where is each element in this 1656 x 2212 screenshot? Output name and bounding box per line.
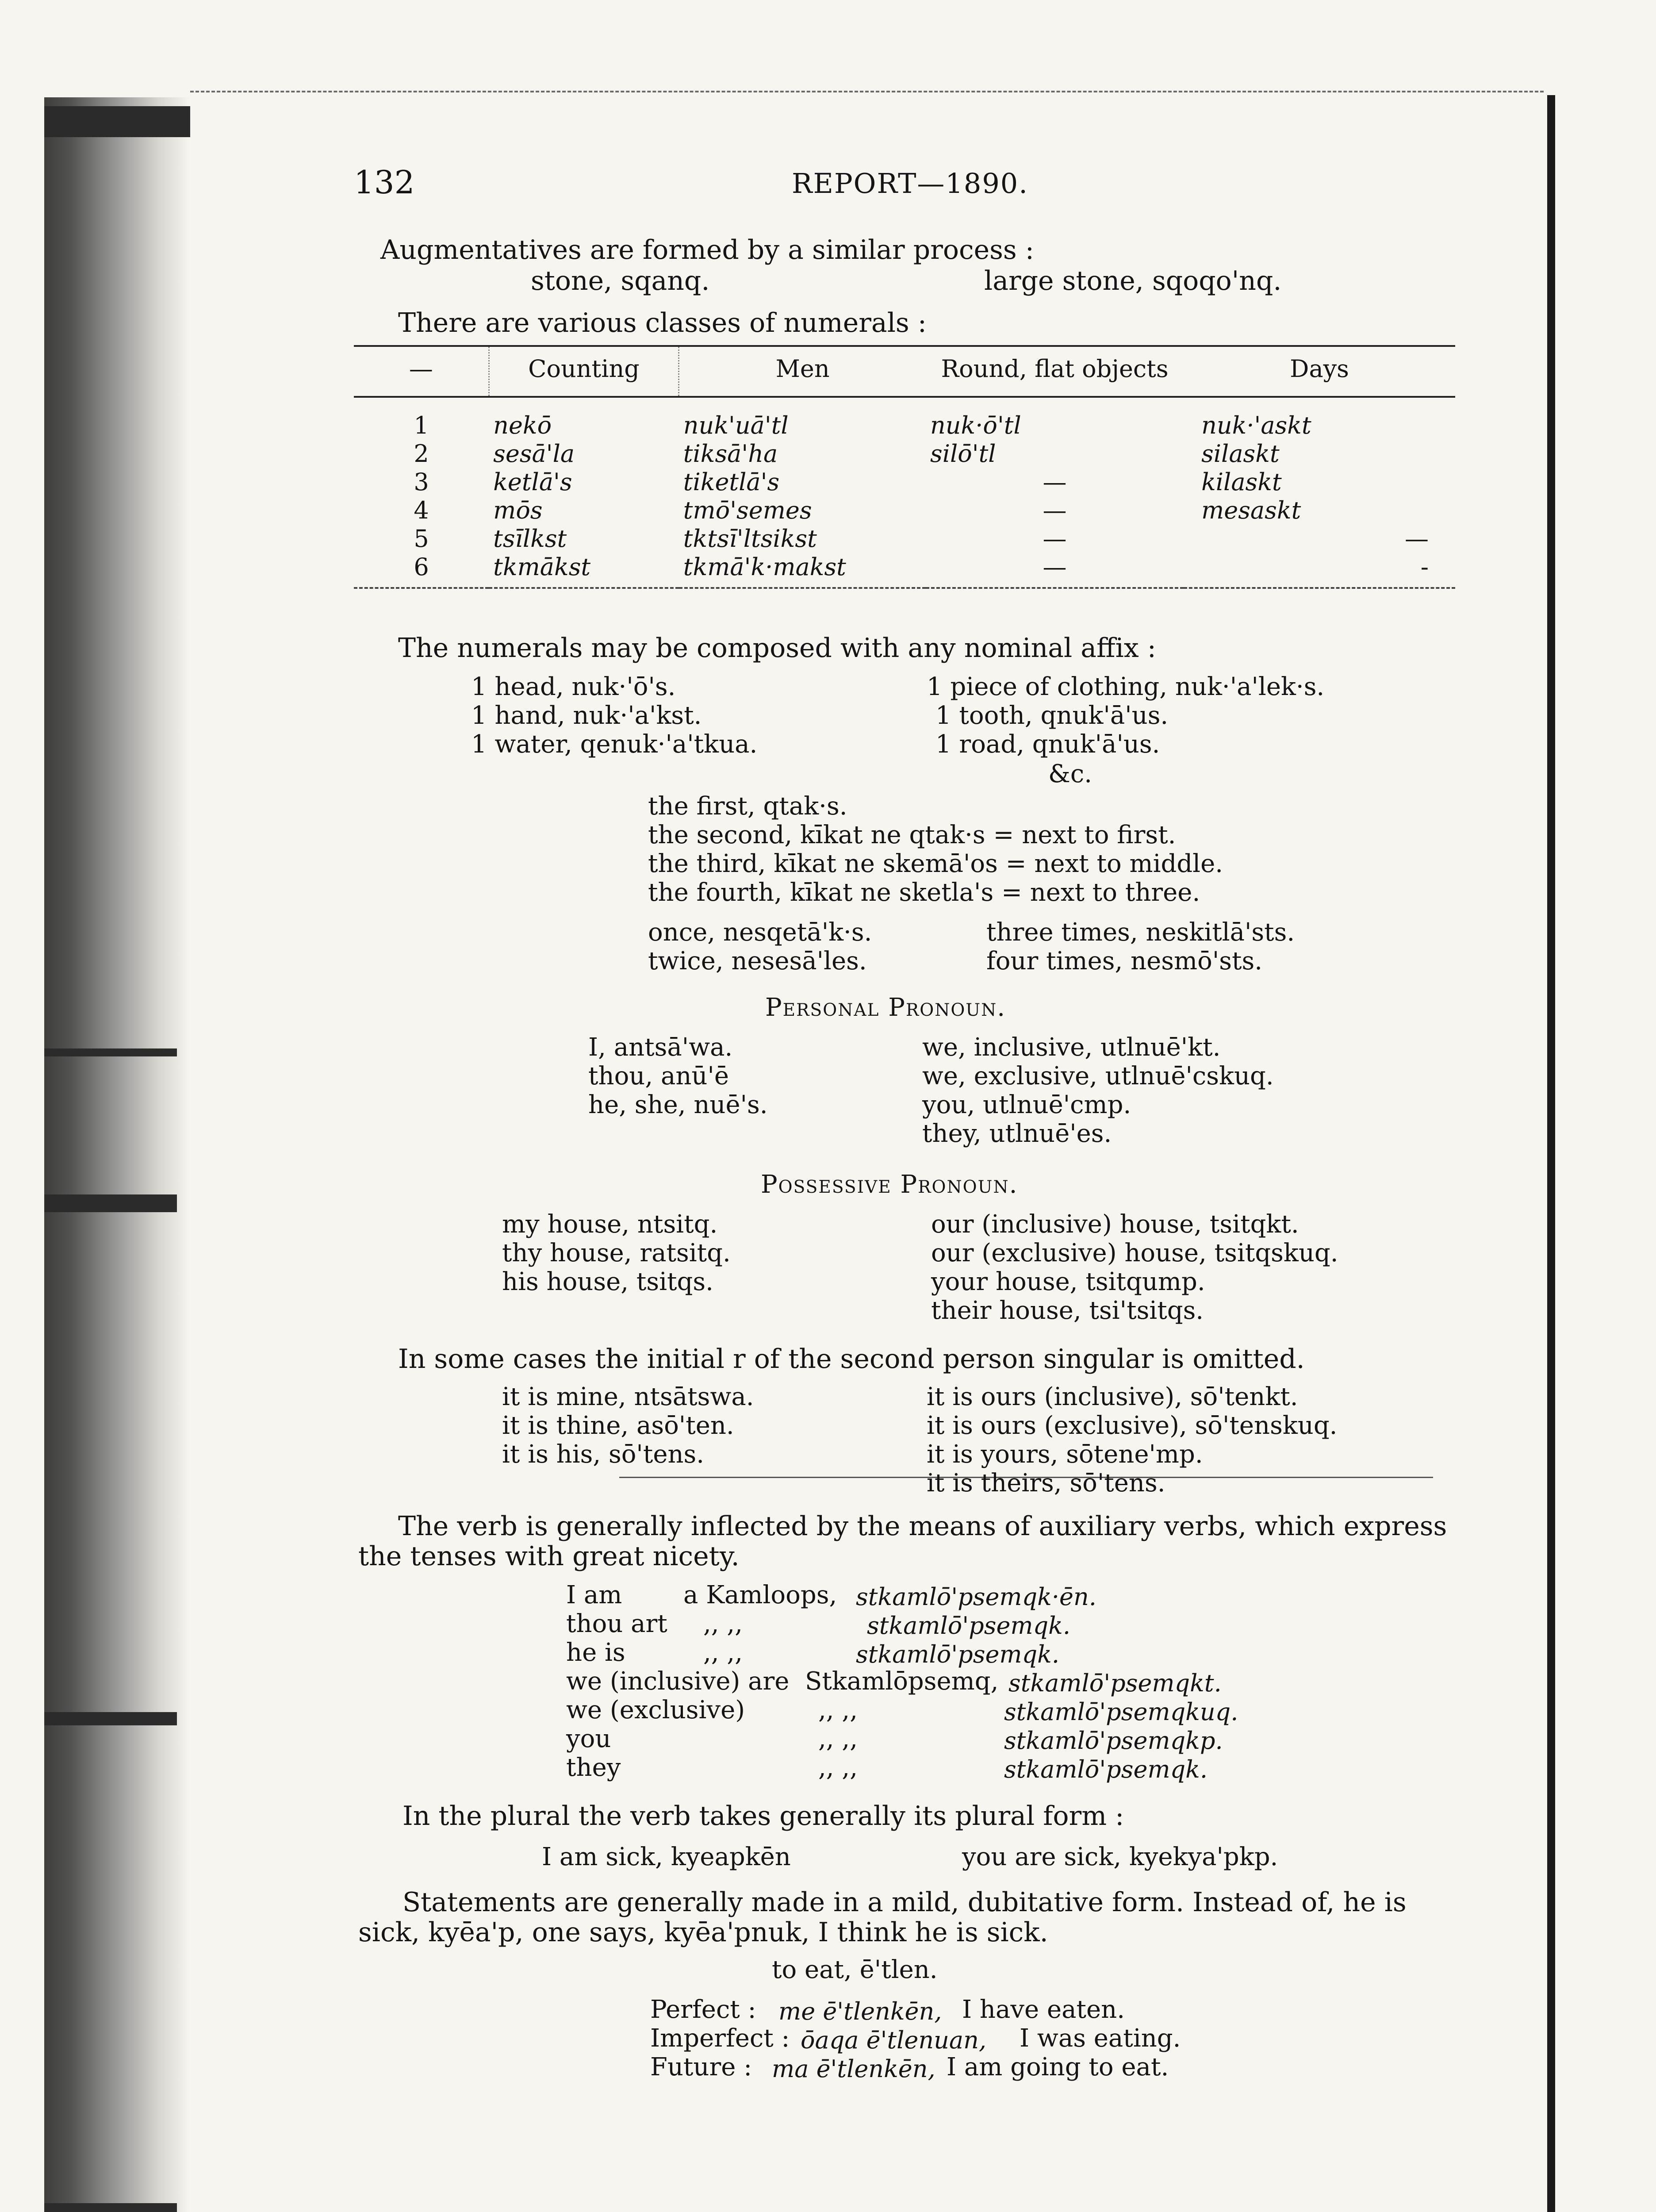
possessive-left: his house, tsitqs. bbox=[502, 1267, 713, 1296]
personal-right: we, inclusive, utlnuē'kt. bbox=[922, 1033, 1221, 1062]
omission-left: it is his, sō'tens. bbox=[502, 1440, 705, 1469]
personal-left: I, antsā'wa. bbox=[588, 1033, 733, 1062]
tense-label: Perfect : bbox=[650, 1995, 756, 2024]
col-header-men: Men bbox=[679, 346, 926, 397]
omission-left: it is thine, asō'ten. bbox=[502, 1411, 734, 1440]
personal-left: he, she, nuē's. bbox=[588, 1091, 768, 1119]
augmentative-left: stone, sqanq. bbox=[531, 265, 710, 296]
verb-subject: we (exclusive) bbox=[566, 1696, 745, 1724]
verb-ditto: a Kamloops, bbox=[683, 1581, 837, 1609]
tense-gloss: I have eaten. bbox=[962, 1995, 1125, 2024]
page-number: 132 bbox=[354, 164, 415, 201]
omission-right: it is ours (inclusive), sō'tenkt. bbox=[927, 1382, 1298, 1411]
possessive-left: my house, ntsitq. bbox=[502, 1210, 718, 1239]
verb-ditto: ,, ,, bbox=[818, 1753, 858, 1782]
verb-ditto: ,, ,, bbox=[703, 1638, 743, 1667]
col-header-dash: — bbox=[354, 346, 489, 397]
to-eat-label: to eat, ē'tlen. bbox=[772, 1955, 938, 1984]
tense-label: Future : bbox=[650, 2053, 752, 2081]
verb-form: stkamlō'psemqk. bbox=[867, 1612, 1071, 1640]
omission-right: it is ours (exclusive), sō'tenskuq. bbox=[927, 1411, 1338, 1440]
affix-left-item: 1 water, qenuk·'a'tkua. bbox=[471, 730, 758, 759]
binding-streak bbox=[44, 106, 190, 137]
verb-subject: I am bbox=[566, 1581, 622, 1609]
table-row: 4 mōs tmō'semes — mesaskt bbox=[414, 496, 1301, 524]
ordinal-line: the first, qtak·s. bbox=[648, 792, 847, 821]
verb-form: stkamlō'psemqkt. bbox=[1008, 1669, 1222, 1697]
possessive-right: your house, tsitqump. bbox=[931, 1267, 1205, 1296]
possessive-pronoun-heading: Possessive Pronoun. bbox=[761, 1170, 1018, 1199]
times-right: four times, nesmō'sts. bbox=[986, 947, 1263, 975]
tense-form: ma ē'tlenkēn, bbox=[772, 2055, 935, 2083]
plural-left: I am sick, kyeapkēn bbox=[542, 1843, 791, 1871]
verb-ditto: ,, ,, bbox=[818, 1696, 858, 1724]
plural-intro: In the plural the verb takes generally its plural form : bbox=[402, 1801, 1124, 1832]
verb-form: stkamlō'psemqk. bbox=[1004, 1755, 1208, 1783]
binding-streak bbox=[44, 1194, 177, 1212]
affix-right-item: 1 road, qnuk'ā'us. bbox=[935, 730, 1160, 759]
verb-ditto: Stkamlōpsemq, bbox=[805, 1667, 999, 1696]
col-header-counting: Counting bbox=[489, 346, 679, 397]
times-left: once, nesqetā'k·s. bbox=[648, 918, 872, 947]
table-row: 5 tsīlkst tktsī'ltsikst — — bbox=[414, 524, 1429, 553]
verb-form: stkamlō'psemqk. bbox=[856, 1640, 1060, 1668]
ordinal-line: the third, kīkat ne skemā'os = next to middle. bbox=[648, 849, 1223, 878]
tense-gloss: I was eating. bbox=[1020, 2024, 1181, 2053]
ordinal-line: the second, kīkat ne qtak·s = next to first. bbox=[648, 821, 1176, 849]
augmentatives-intro: Augmentatives are formed by a similar process : bbox=[380, 234, 1034, 265]
book-binding-shadow bbox=[44, 97, 190, 2212]
statements-line: sick, kyēa'p, one says, kyēa'pnuk, I think he is sick. bbox=[358, 1917, 1048, 1948]
verb-form: stkamlō'psemqkuq. bbox=[1004, 1698, 1238, 1726]
personal-right: they, utlnuē'es. bbox=[922, 1119, 1112, 1148]
affix-intro: The numerals may be composed with any nominal affix : bbox=[398, 633, 1156, 664]
verb-form: stkamlō'psemqkp. bbox=[1004, 1727, 1223, 1755]
augmentative-right: large stone, sqoqo'nq. bbox=[984, 265, 1282, 296]
binding-streak bbox=[44, 1048, 177, 1056]
table-row: 6 tkmākst tkmā'k·makst — - bbox=[354, 553, 1455, 588]
affix-right-item: 1 piece of clothing, nuk·'a'lek·s. bbox=[927, 672, 1325, 701]
affix-right-item: 1 tooth, qnuk'ā'us. bbox=[935, 701, 1169, 730]
verb-ditto: ,, ,, bbox=[818, 1724, 858, 1753]
col-header-round: Round, flat objects bbox=[926, 346, 1184, 397]
verb-paragraph-line: The verb is generally inflected by the means of auxiliary verbs, which express bbox=[398, 1511, 1447, 1542]
personal-pronoun-heading: Personal Pronoun. bbox=[765, 993, 1006, 1022]
possessive-right: their house, tsi'tsitqs. bbox=[931, 1296, 1204, 1325]
verb-subject: he is bbox=[566, 1638, 625, 1667]
possessive-right: our (exclusive) house, tsitqskuq. bbox=[931, 1239, 1338, 1267]
verb-subject: thou art bbox=[566, 1609, 667, 1638]
top-dashed-edge bbox=[190, 91, 1544, 92]
table-row: 3 ketlā's tiketlā's — kilaskt bbox=[414, 468, 1282, 496]
tense-form: ōaqa ē'tlenuan, bbox=[801, 2026, 987, 2054]
binding-streak bbox=[44, 2203, 177, 2212]
verb-ditto: ,, ,, bbox=[703, 1609, 743, 1638]
numerals-table bbox=[354, 345, 1455, 589]
right-edge-bar bbox=[1547, 95, 1555, 2212]
numerals-intro: There are various classes of numerals : bbox=[398, 307, 927, 338]
plural-right: you are sick, kyekya'pkp. bbox=[962, 1843, 1278, 1871]
possessive-left: thy house, ratsitq. bbox=[502, 1239, 731, 1267]
personal-right: you, utlnuē'cmp. bbox=[922, 1091, 1131, 1119]
personal-left: thou, anū'ē bbox=[588, 1062, 729, 1091]
verb-subject: they bbox=[566, 1753, 621, 1782]
omission-right: it is yours, sōtene'mp. bbox=[927, 1440, 1203, 1469]
table-row: 2 sesā'la tiksā'ha silō'tl silaskt bbox=[414, 439, 1280, 468]
running-title: REPORT—1890. bbox=[792, 167, 1028, 200]
col-header-days: Days bbox=[1184, 346, 1455, 397]
statements-line: Statements are generally made in a mild, dubitative form. Instead of, he is bbox=[402, 1887, 1407, 1918]
table-row: 1 nekō nuk'uā'tl nuk·ō'tl nuk·'askt bbox=[414, 411, 1311, 439]
omission-intro: In some cases the initial r of the second person singular is omitted. bbox=[398, 1344, 1305, 1375]
tense-label: Imperfect : bbox=[650, 2024, 790, 2053]
affix-left-item: 1 hand, nuk·'a'kst. bbox=[471, 701, 702, 730]
times-left: twice, nesesā'les. bbox=[648, 947, 867, 975]
personal-right: we, exclusive, utlnuē'cskuq. bbox=[922, 1062, 1274, 1091]
omission-right: it is theirs, sō'tens. bbox=[927, 1469, 1165, 1498]
omission-left: it is mine, ntsātswa. bbox=[502, 1382, 754, 1411]
binding-streak bbox=[44, 1712, 177, 1725]
verb-form: stkamlō'psemqk·ēn. bbox=[856, 1583, 1096, 1611]
affix-left-item: 1 head, nuk·'ō's. bbox=[471, 672, 676, 701]
verb-subject: you bbox=[566, 1724, 611, 1753]
verb-paragraph-line: the tenses with great nicety. bbox=[358, 1541, 740, 1572]
tense-gloss: I am going to eat. bbox=[947, 2053, 1169, 2081]
times-right: three times, neskitlā'sts. bbox=[986, 918, 1295, 947]
tense-form: me ē'tlenkēn, bbox=[778, 1997, 942, 2025]
verb-subject: we (inclusive) are bbox=[566, 1667, 790, 1696]
possessive-right: our (inclusive) house, tsitqkt. bbox=[931, 1210, 1299, 1239]
ordinal-line: the fourth, kīkat ne sketla's = next to three. bbox=[648, 878, 1200, 907]
affix-etc: &c. bbox=[1048, 760, 1092, 788]
